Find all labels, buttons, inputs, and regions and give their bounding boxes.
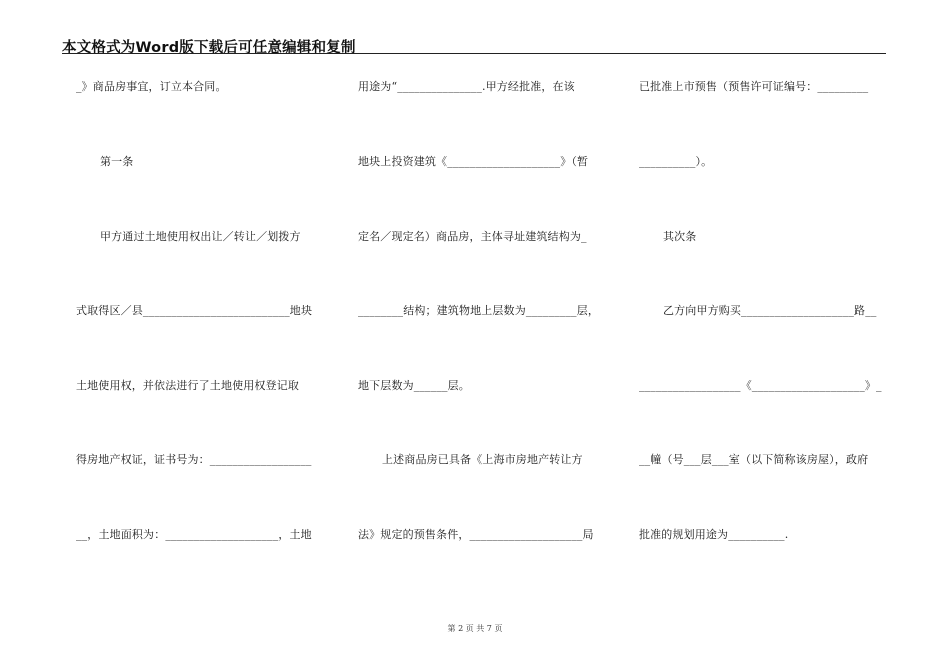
article-heading: 第一条 — [100, 155, 134, 168]
text-line: 得房地产权证，证书号为：__________________ — [76, 453, 312, 466]
text-line: 法》规定的预售条件，____________________局 — [358, 528, 594, 541]
article-heading: 其次条 — [663, 230, 697, 243]
text-line: 定名／现定名）商品房，主体寻址建筑结构为_ — [358, 230, 587, 243]
text-line: 批准的规划用途为__________. — [639, 528, 789, 541]
text-line: 甲方通过土地使用权出让／转让／划拨方 — [100, 230, 301, 243]
text-column-1 — [76, 0, 324, 600]
page-header-title: 本文格式为Word版下载后可任意编辑和复制 — [62, 40, 356, 56]
text-line: 已批准上市预售（预售许可证编号：_________ — [639, 80, 869, 93]
text-column-3 — [639, 0, 887, 600]
text-line: 地下层数为______层。 — [358, 379, 470, 392]
text-line: 土地使用权，并依法进行了土地使用权登记取 — [76, 379, 299, 392]
text-line: __幢（号___层___室（以下简称该房屋），政府 — [639, 453, 869, 466]
text-line: __________________《____________________》_ — [639, 379, 882, 392]
page-number: 第 2 页 共 7 页 — [447, 624, 503, 633]
text-line: ________结构；建筑物地上层数为_________层， — [358, 304, 599, 317]
text-line: _》商品房事宜，订立本合同。 — [76, 80, 227, 93]
text-line: __________）。 — [639, 155, 713, 168]
text-line: 地块上投资建筑《____________________》（暂 — [358, 155, 589, 168]
text-line: 上述商品房已具备《上海市房地产转让方 — [382, 453, 583, 466]
text-line: 式取得区／县__________________________地块 — [76, 304, 313, 317]
text-line: 乙方向甲方购买____________________路__ — [663, 304, 877, 317]
text-column-2 — [358, 0, 608, 600]
text-line: __，土地面积为：____________________，土地 — [76, 528, 312, 541]
text-line: 用途为“_______________.甲方经批准，在该 — [358, 80, 575, 93]
